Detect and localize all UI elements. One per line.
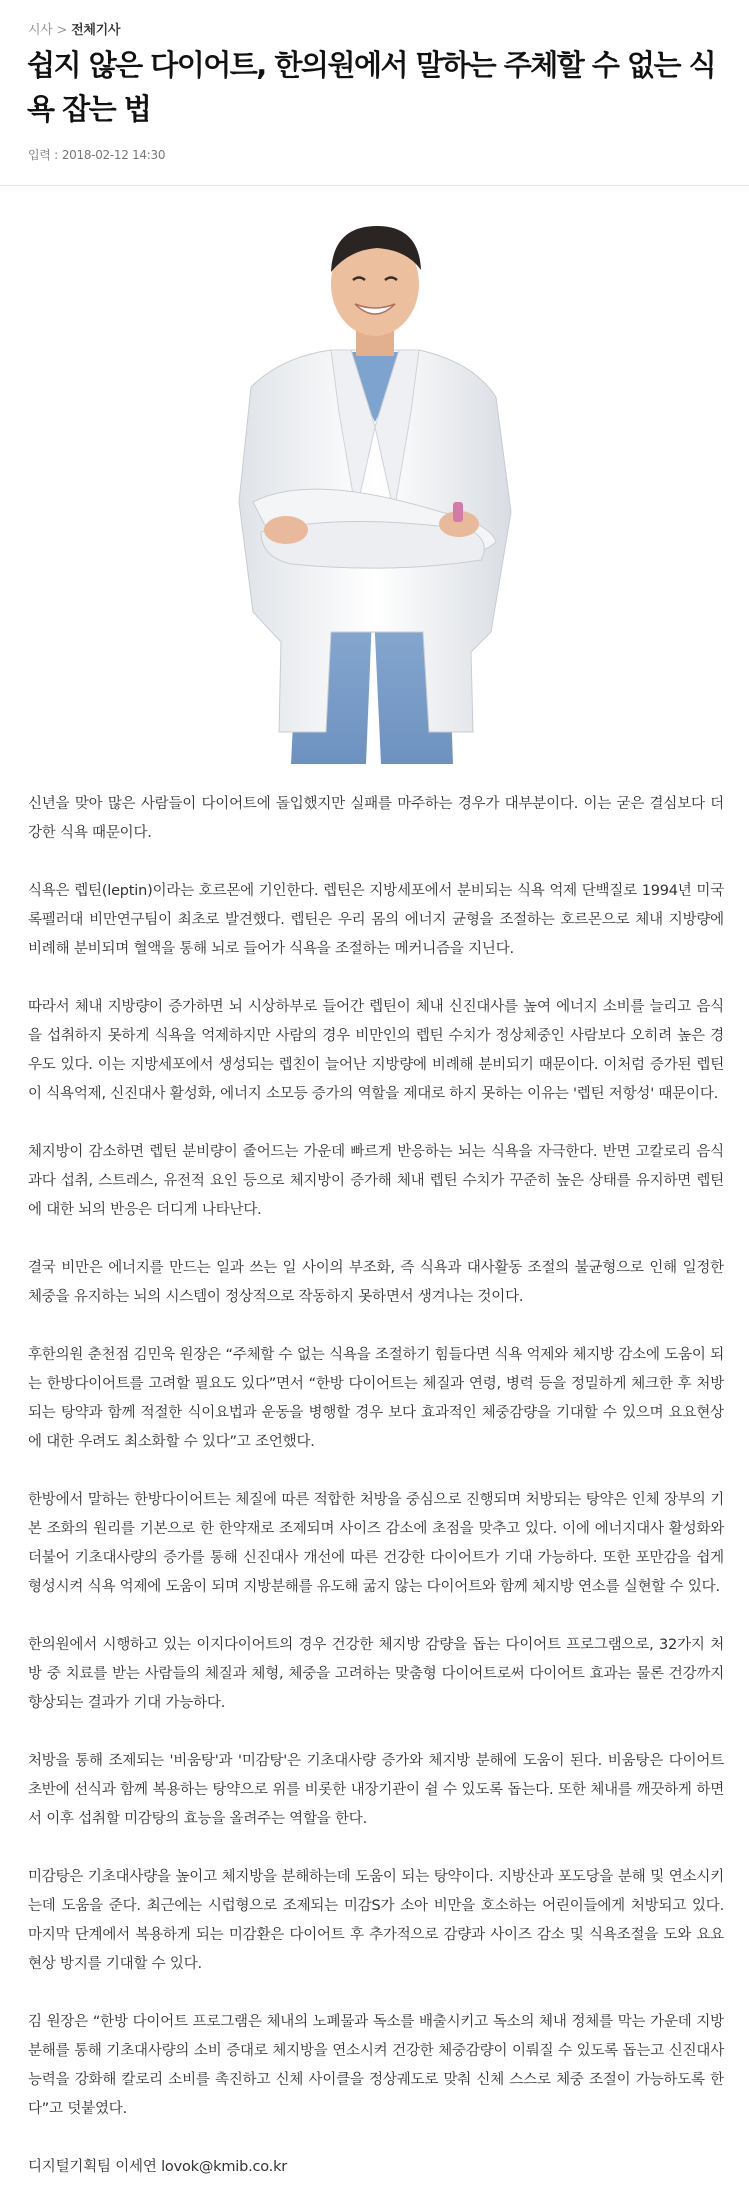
header-divider xyxy=(0,185,749,186)
breadcrumb-separator: > xyxy=(56,23,68,38)
article-paragraph: 식욕은 렙틴(leptin)이라는 호르몬에 기인한다. 렙틴은 지방세포에서 분비되는 식욕 억제 단백질로 1994년 미국 록펠러대 비만연구팀이 최초로 발견했다. 렙틴은 우리 몸의 에너지 균형을 조절하는 호르몬으로 체내 지방량에 비례해 분비되며 혈액을 통해 뇌로 들어가 식욕을 조절하는 메커니즘을 지닌다. xyxy=(28,883,724,957)
article-paragraph: 따라서 체내 지방량이 증가하면 뇌 시상하부로 들어간 렙틴이 체내 신진대사를 높여 에너지 소비를 늘리고 음식을 섭취하지 못하게 식욕을 억제하지만 사람의 경우 비만인의 렙틴 수치가 정상체중인 사람보다 오히려 높은 경우도 있다. 이는 지방세포에서 생성되는 렙친이 늘어난 지방량에 비례해 분비되기 때문이다. 이처럼 증가된 렙틴이 식욕억제, 신진대사 활성화, 에너지 소모등 증가의 역할을 제대로 하지 못하는 이유는 '렙틴 저항성' 때문이다. xyxy=(28,999,724,1102)
breadcrumb-section-link[interactable]: 시사 xyxy=(28,23,53,38)
article-paragraph: 미감탕은 기초대사량을 높이고 체지방을 분해하는데 도움이 되는 탕약이다. 지방산과 포도당을 분해 및 연소시키는데 도움을 준다. 최근에는 시럽형으로 조제되는 미감S가 소아 비만을 호소하는 어린이들에게 처방되고 있다. 마지막 단계에서 복용하게 되는 미감환은 다이어트 후 추가적으로 감량과 사이즈 감소 및 식욕조절을 도와 요요현상 방지를 기대할 수 있다. xyxy=(28,1869,724,1972)
article-paragraph: 결국 비만은 에너지를 만드는 일과 쓰는 일 사이의 부조화, 즉 식욕과 대사활동 조절의 불균형으로 인해 일정한 체중을 유지하는 뇌의 시스템이 정상적으로 작동하지 못하면서 생겨나는 것이다. xyxy=(28,1260,724,1305)
article-paragraph: 후한의원 춘천점 김민욱 원장은 “주체할 수 없는 식욕을 조절하기 힘들다면 식욕 억제와 체지방 감소에 도움이 되는 한방다이어트를 고려할 필요도 있다”면서 “한방 다이어트는 체질과 연령, 병력 등을 정밀하게 체크한 후 처방되는 탕약과 함께 적절한 식이요법과 운동을 병행할 경우 보다 효과적인 체중감량을 기대할 수 있으며 요요현상에 대한 우려도 최소화할 수 있다”고 조언했다. xyxy=(28,1347,724,1450)
article-paragraph: 한방에서 말하는 한방다이어트는 체질에 따른 적합한 처방을 중심으로 진행되며 처방되는 탕약은 인체 장부의 기본 조화의 원리를 기본으로 한 한약재로 조제되며 사이즈 감소에 초점을 맞추고 있다. 이에 에너지대사 활성화와 더불어 기초대사량의 증가를 통해 신진대사 개선에 따른 건강한 다이어트가 기대 가능하다. 또한 포만감을 쉽게 형성시켜 식욕 억제에 도움이 되며 지방분해를 유도해 굶지 않는 다이어트와 함께 체지방 연소를 실현할 수 있다. xyxy=(28,1492,724,1595)
breadcrumb-current-link[interactable]: 전체기사 xyxy=(71,23,121,38)
article-paragraph: 신년을 맞아 많은 사람들이 다이어트에 돌입했지만 실패를 마주하는 경우가 대부분이다. 이는 굳은 결심보다 더 강한 식욕 때문이다. xyxy=(28,796,724,841)
article-title: 쉽지 않은 다이어트, 한의원에서 말하는 주체할 수 없는 식욕 잡는 법 xyxy=(27,48,716,126)
article-paragraph: 체지방이 감소하면 렙틴 분비량이 줄어드는 가운데 빠르게 반응하는 뇌는 식욕을 자극한다. 반면 고칼로리 음식 과다 섭취, 스트레스, 유전적 요인 등으로 체지방이 증가해 체내 렙틴 수치가 꾸준히 높은 상태를 유지하면 렙틴에 대한 뇌의 반응은 더디게 나타난다. xyxy=(28,1144,724,1218)
publish-date xyxy=(28,146,165,163)
article-paragraph: 김 원장은 “한방 다이어트 프로그램은 체내의 노폐물과 독소를 배출시키고 독소의 체내 정체를 막는 가운데 지방분해를 통해 기초대사량의 소비 증대로 체지방을 연소시켜 건강한 체중감량이 이뤄질 수 있도록 돕는고 신진대사 능력을 강화해 칼로리 소비를 촉진하고 신체 사이클을 정상궤도로 맞춰 신체 스스로 체중 조절이 가능하도록 한다”고 덧붙였다. xyxy=(28,2014,724,2117)
breadcrumb xyxy=(28,19,120,38)
publish-date-label: 입력 : xyxy=(28,148,58,162)
publish-date-value: 2018-02-12 14:30 xyxy=(61,148,166,162)
article-photo xyxy=(191,212,559,764)
article-body xyxy=(28,790,724,2211)
article-paragraph: 처방을 통해 조제되는 '비움탕'과 '미감탕'은 기초대사량 증가와 체지방 분해에 도움이 된다. 비움탕은 다이어트 초반에 선식과 함께 복용하는 탕약으로 위를 비롯한 내장기관이 쉴 수 있도록 돕는다. 또한 체내를 깨끗하게 하면서 이후 섭취할 미감탕의 효능을 올려주는 역할을 한다. xyxy=(28,1753,724,1827)
article-byline: 디지털기획팀 이세연 lovok@kmib.co.kr xyxy=(28,2159,288,2175)
article-paragraph: 한의원에서 시행하고 있는 이지다이어트의 경우 건강한 체지방 감량을 돕는 다이어트 프로그램으로, 32가지 처방 중 치료를 받는 사람들의 체질과 체형, 체중을 고려하는 맞춤형 다이어트로써 다이어트 효과는 물론 건강까지 향상되는 결과가 기대 가능하다. xyxy=(28,1637,724,1711)
